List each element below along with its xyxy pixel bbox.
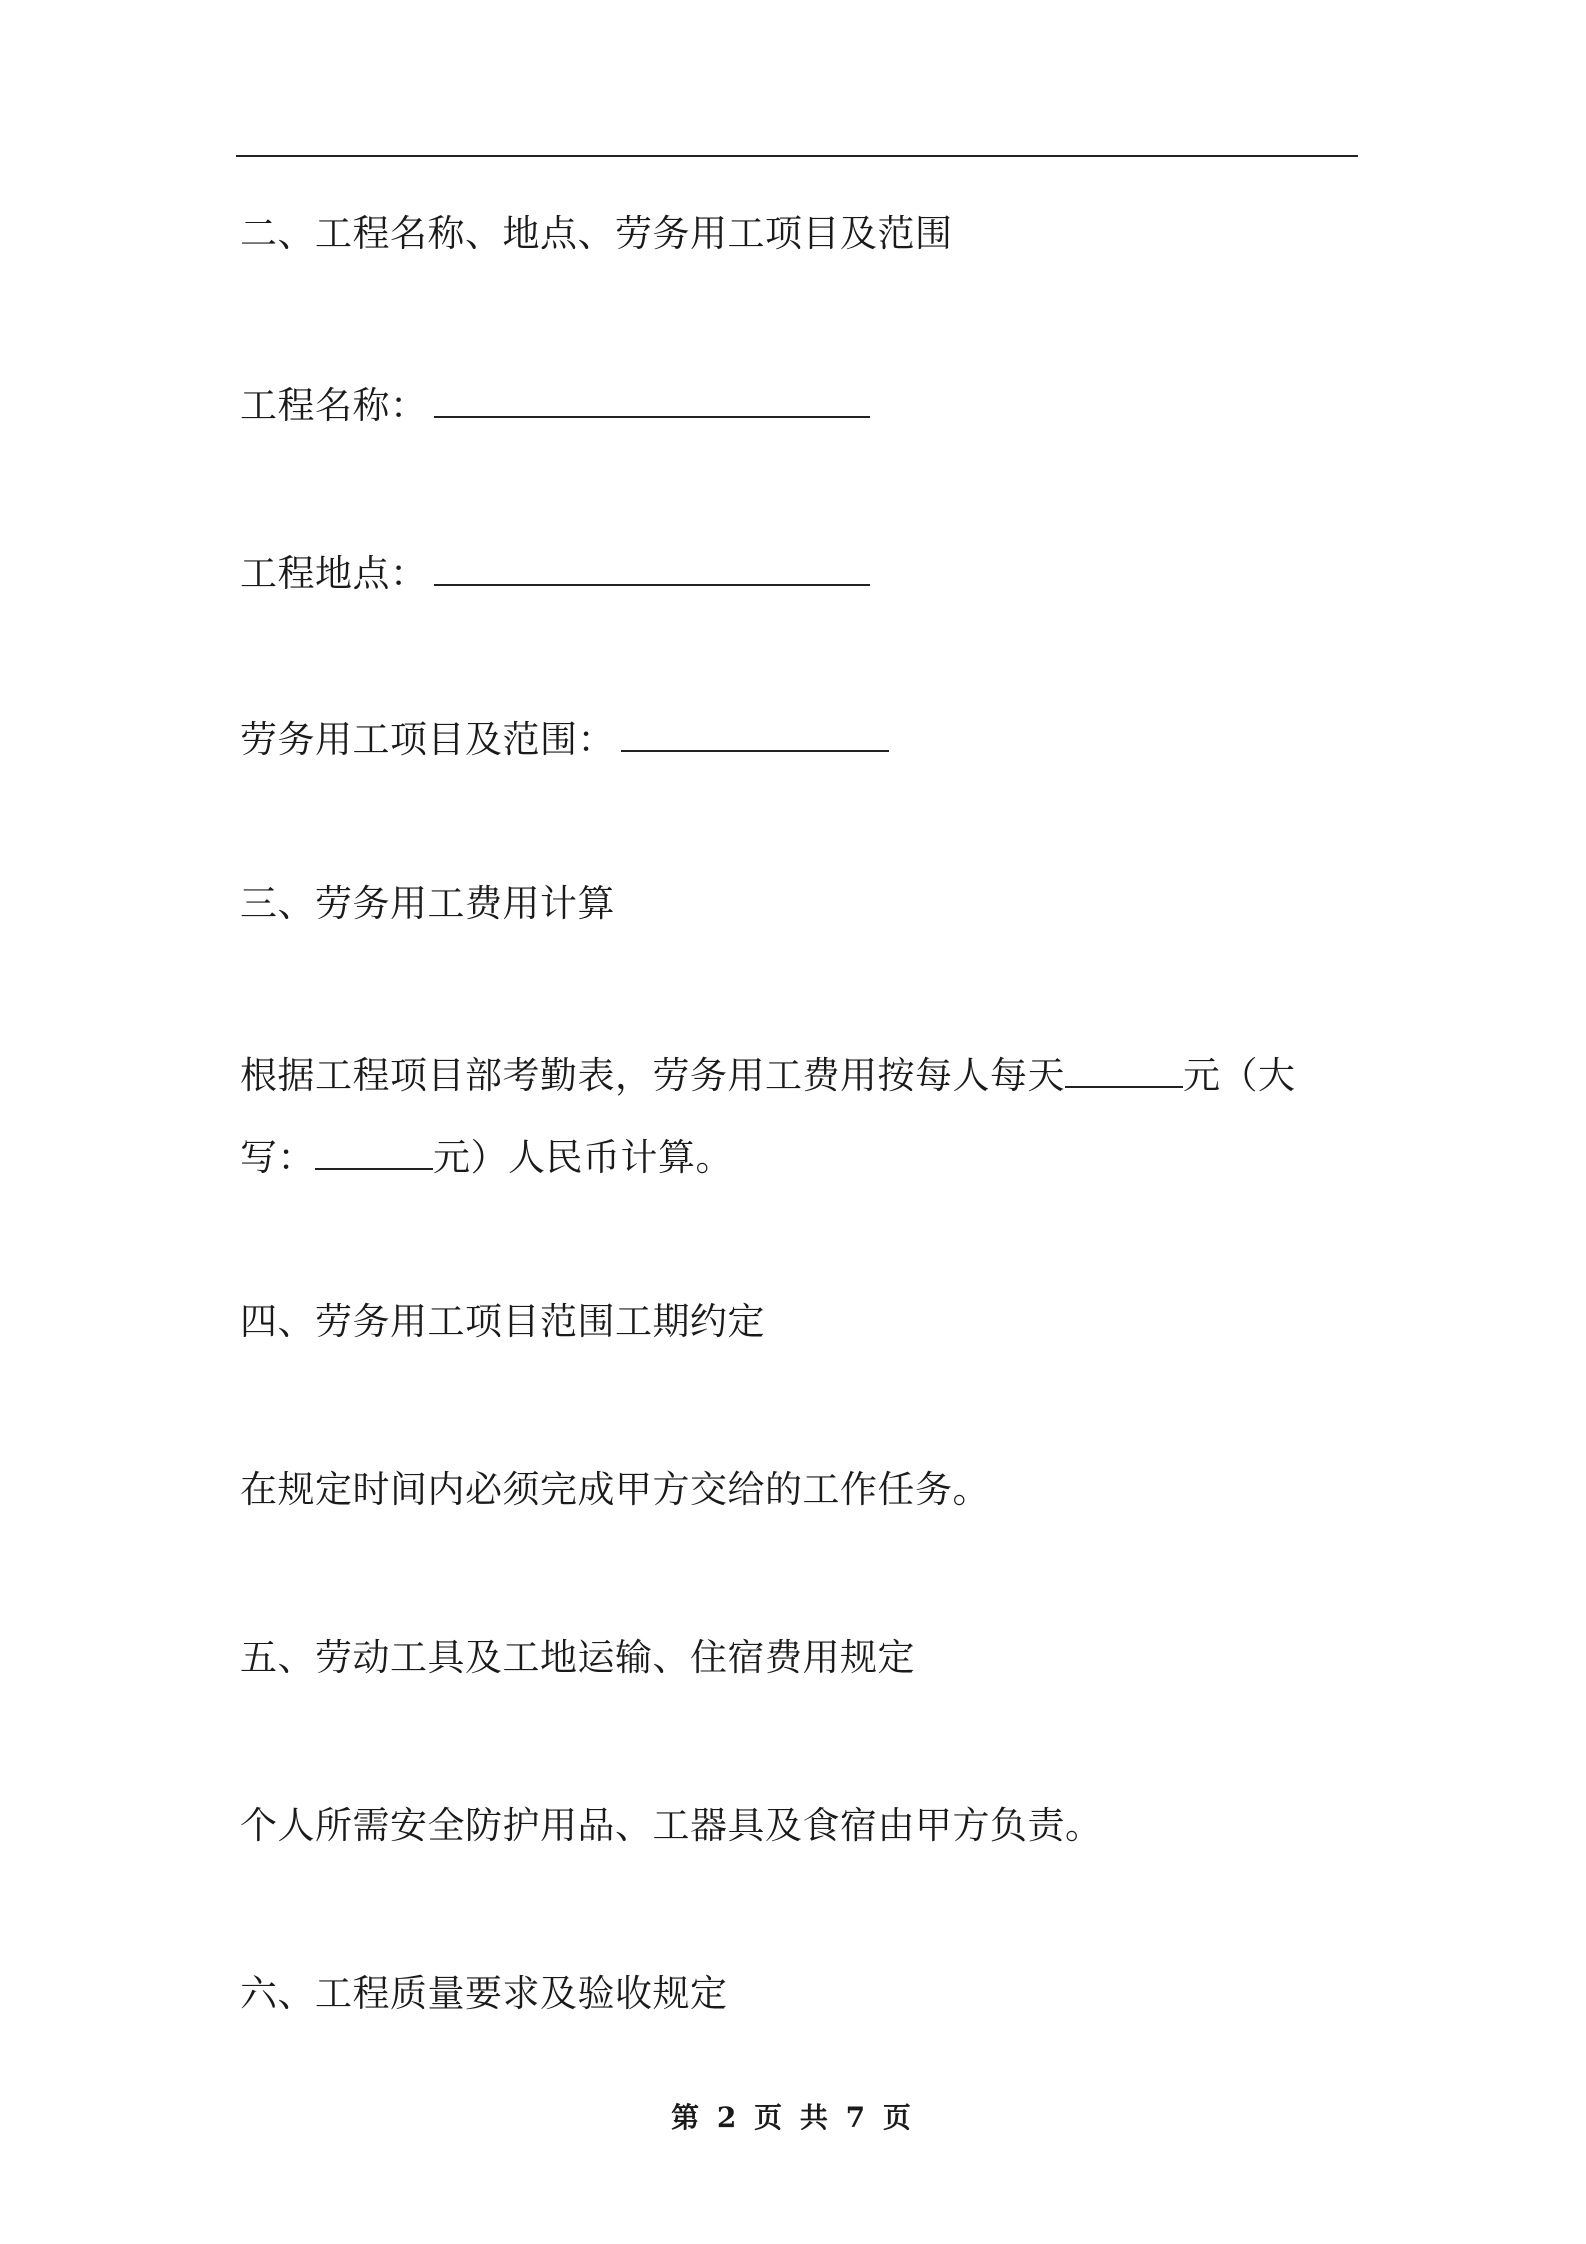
project-name-label: 工程名称： <box>240 384 428 427</box>
fee-paragraph-line-1 <box>240 1048 1296 1100</box>
fee-text-part-3: 写： <box>240 1136 315 1179</box>
project-location-row <box>240 546 870 598</box>
section-5-heading-text: 五、劳动工具及工地运输、住宿费用规定 <box>240 1636 915 1679</box>
section-6-heading <box>240 1970 728 2018</box>
section-4-heading <box>240 1298 765 1346</box>
scope-blank <box>621 712 889 752</box>
section-4-body-text: 在规定时间内必须完成甲方交给的工作任务。 <box>240 1468 990 1511</box>
page-number-text: 第 2 页 共 7 页 <box>671 2101 915 2134</box>
daily-fee-blank <box>1065 1048 1183 1088</box>
fee-text-part-2: 元（大 <box>1183 1054 1296 1097</box>
section-2-heading-text: 二、工程名称、地点、劳务用工项目及范围 <box>240 212 953 255</box>
fee-uppercase-blank <box>315 1130 433 1170</box>
project-location-blank <box>434 546 870 586</box>
section-5-body-text: 个人所需安全防护用品、工器具及食宿由甲方负责。 <box>240 1804 1103 1847</box>
fee-text-part-1: 根据工程项目部考勤表，劳务用工费用按每人每天 <box>240 1054 1065 1097</box>
section-5-heading <box>240 1634 915 1682</box>
section-3-heading <box>240 880 615 928</box>
fee-paragraph-line-2 <box>240 1130 733 1182</box>
project-name-row <box>240 378 870 430</box>
scope-row <box>240 712 889 764</box>
fee-text-part-4: 元）人民币计算。 <box>433 1136 733 1179</box>
page-number-footer <box>0 2096 1586 2136</box>
project-name-blank <box>434 378 870 418</box>
section-5-body <box>240 1802 1103 1850</box>
scope-label: 劳务用工项目及范围： <box>240 718 615 761</box>
section-6-heading-text: 六、工程质量要求及验收规定 <box>240 1972 728 2015</box>
section-3-heading-text: 三、劳务用工费用计算 <box>240 882 615 925</box>
project-location-label: 工程地点： <box>240 552 428 595</box>
section-4-body <box>240 1466 990 1514</box>
section-4-heading-text: 四、劳务用工项目范围工期约定 <box>240 1300 765 1343</box>
header-divider <box>236 155 1358 157</box>
section-2-heading <box>240 210 953 258</box>
